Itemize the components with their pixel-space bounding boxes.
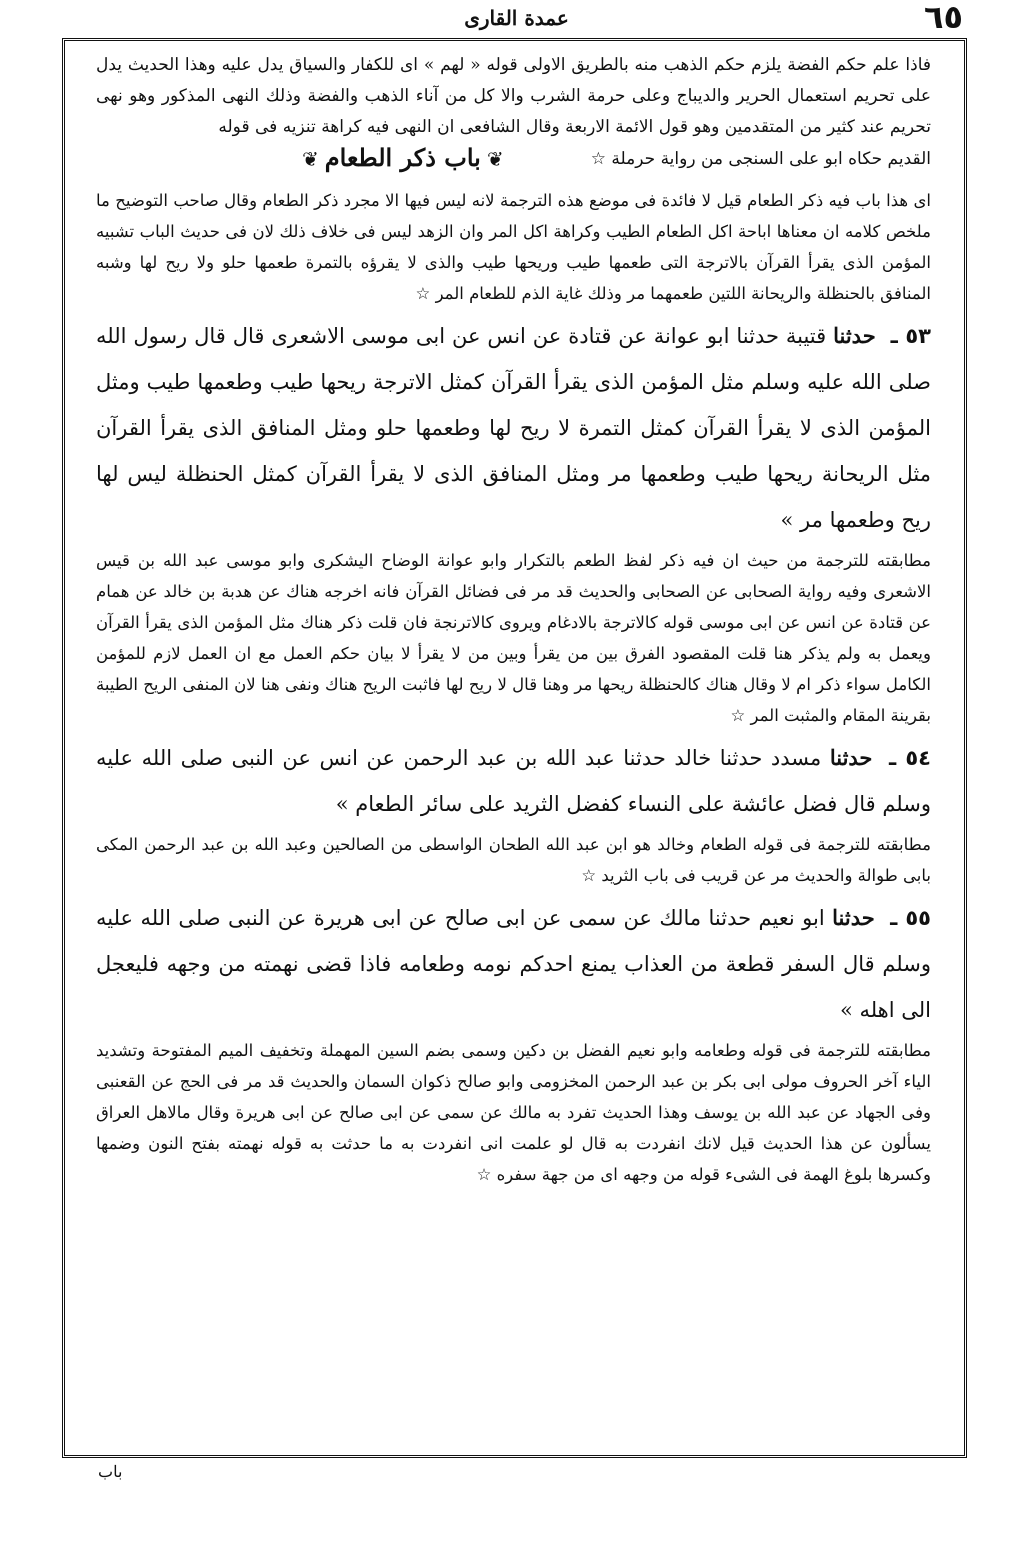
hadith-55 (96, 895, 931, 1033)
ornament-left-icon: ❦ (302, 147, 319, 171)
commentary-53: مطابقته للترجمة من حيث ان فيه ذكر لفظ الطعم بالتكرار وابو عوانة الوضاح اليشكرى وابو موسى عبد الله بن قيس الاشعرى وفيه رواية الصحابى عن الصحابى والحديث قد مر فى فضائل القرآن فانه اخرجه هناك عن هدبة بن خالد عن همام عن قتادة عن انس عن ابى موسى قوله كالاترجة بالادغام ويروى كالاترنجة فان قلت ذكر هناك مثل المؤمن الذى يقرأ القرآن ويعمل به ولم يذكر هنا قلت المقصود الفرق بين من يقرأ وبين من لا يقرأ لا بيان حكم العمل مع ان العمل لازم للمؤمن الكامل سواء ذكر ام لا وقال هناك كالحنظلة ريحها مر وهنا قال لا ريح لها فاثبت الريح هناك ونفى هنا لان المنفى الريح الطيبة بقرينة المقام والمثبت المر ☆ (96, 551, 931, 725)
hadith-number: ٥٣ ـ (890, 324, 931, 348)
hadith-lead: حدثنا (832, 905, 875, 930)
chapter-heading (296, 143, 510, 172)
commentary-55: مطابقته للترجمة فى قوله وطعامه وابو نعيم الفضل بن دكين وسمى بضم السين المهملة وتخفيف الميم المفتوحة وتشديد الياء آخر الحروف مولى ابى بكر بن عبد الرحمن المخزومى وابو صالح ذكوان السمان والحديث قد مر فى الحج عن القعنبى وفى الجهاد عن عبد الله بن يوسف وهذا الحديث تفرد به مالك عن سمى عن ابى صالح عن ابى هريرة وقال مالاهل العراق يسألون عن هذا الحديث قيل لانك انفردت به قال لو علمت انى انفردت به ما حدثت به قوله نهمته بفتح النون وضمها وكسرها بلوغ الهمة فى الشىء قوله من وجهه اى من جهة سفره ☆ (96, 1041, 931, 1184)
intro-paragraph: فاذا علم حكم الفضة يلزم حكم الذهب منه بالطريق الاولى قوله « لهم » اى للكفار والسياق يدل عليه وهذا الحديث يدل على تحريم استعمال الحرير والديباج وعلى حرمة الشرب والا كل من آناء الذهب والفضة وذلك النهى المذكور وهو نهى تحريم عند كثير من المتقدمين وهو قول الائمة الاربعة وقال الشافعى ان النهى فيه كراهة تنزيه فى قوله (96, 55, 931, 137)
hadith-text: ابو نعيم حدثنا مالك عن سمى عن ابى صالح عن ابى هريرة عن النبى صلى الله عليه وسلم قال السفر قطعة من العذاب يمنع احدكم نومه وطعامه فاذا قضى نهمته من وجهه فليعجل الى اهله » (96, 906, 931, 1022)
hadith-text: قتيبة حدثنا ابو عوانة عن قتادة عن انس عن ابى موسى الاشعرى قال قال رسول الله صلى الله عليه وسلم مثل المؤمن الذى يقرأ القرآن كمثل الاترجة ريحها طيب وطعمها طيب ومثل المؤمن الذى لا يقرأ القرآن كمثل التمرة لا ريح لها وطعمها حلو ومثل المنافق الذى يقرأ القرآن مثل الريحانة ريحها طيب وطعمها مر ومثل المنافق الذى لا يقرأ القرآن كمثل الحنظلة ليس لها ريح وطعمها مر » (96, 324, 931, 532)
hadith-lead: حدثنا (833, 323, 876, 348)
hadith-number: ٥٤ ـ (888, 746, 931, 770)
chapter-commentary: اى هذا باب فيه ذكر الطعام قيل لا فائدة فى موضع هذه الترجمة لانه ليس فيها الا مجرد ذكر الطعام وقال صاحب التوضيح ما ملخص كلامه ان معناها اباحة اكل الطعام الطيب وكراهة اكل المر وان الزهد ليس فى خلاف ذلك لان فى حديث الباب تشبيه المؤمن الذى يقرأ القرآن بالاترجة التى طعمها طيب وريحها طيب والذى لا يقرؤه بالتمرة طعمها حلو ولا ريح لها وشبه المنافق بالحنظلة والريحانة اللتين طعمهما مر وذلك غاية الذم للطعام المر ☆ (96, 191, 931, 303)
running-title: عمدة القارى (464, 6, 569, 30)
catchword: باب (98, 1462, 123, 1481)
hadith-53 (96, 313, 931, 543)
hadith-text: مسدد حدثنا خالد حدثنا عبد الله بن عبد الرحمن عن انس عن النبى صلى الله عليه وسلم قال فضل عائشة على النساء كفضل الثريد على سائر الطعام » (96, 746, 931, 816)
bab-tail-text: القديم حكاه ابو على السنجى من رواية حرملة ☆ (590, 149, 931, 169)
chapter-title: باب ذكر الطعام (324, 143, 481, 172)
bab-line (96, 143, 931, 185)
page-header (70, 2, 963, 38)
hadith-lead: حدثنا (829, 745, 873, 770)
ornament-right-icon: ❦ (486, 147, 504, 171)
page-content (96, 50, 931, 1190)
page-number: ٦٥ (923, 0, 963, 36)
hadith-number: ٥٥ ـ (890, 906, 931, 930)
commentary-54: مطابقته للترجمة فى قوله الطعام وخالد هو ابن عبد الله الطحان الواسطى من الصالحين وعبد الله بن عبد الرحمن المكى بابى طوالة والحديث مر عن قريب فى باب الثريد ☆ (96, 835, 931, 885)
hadith-54 (96, 735, 931, 827)
